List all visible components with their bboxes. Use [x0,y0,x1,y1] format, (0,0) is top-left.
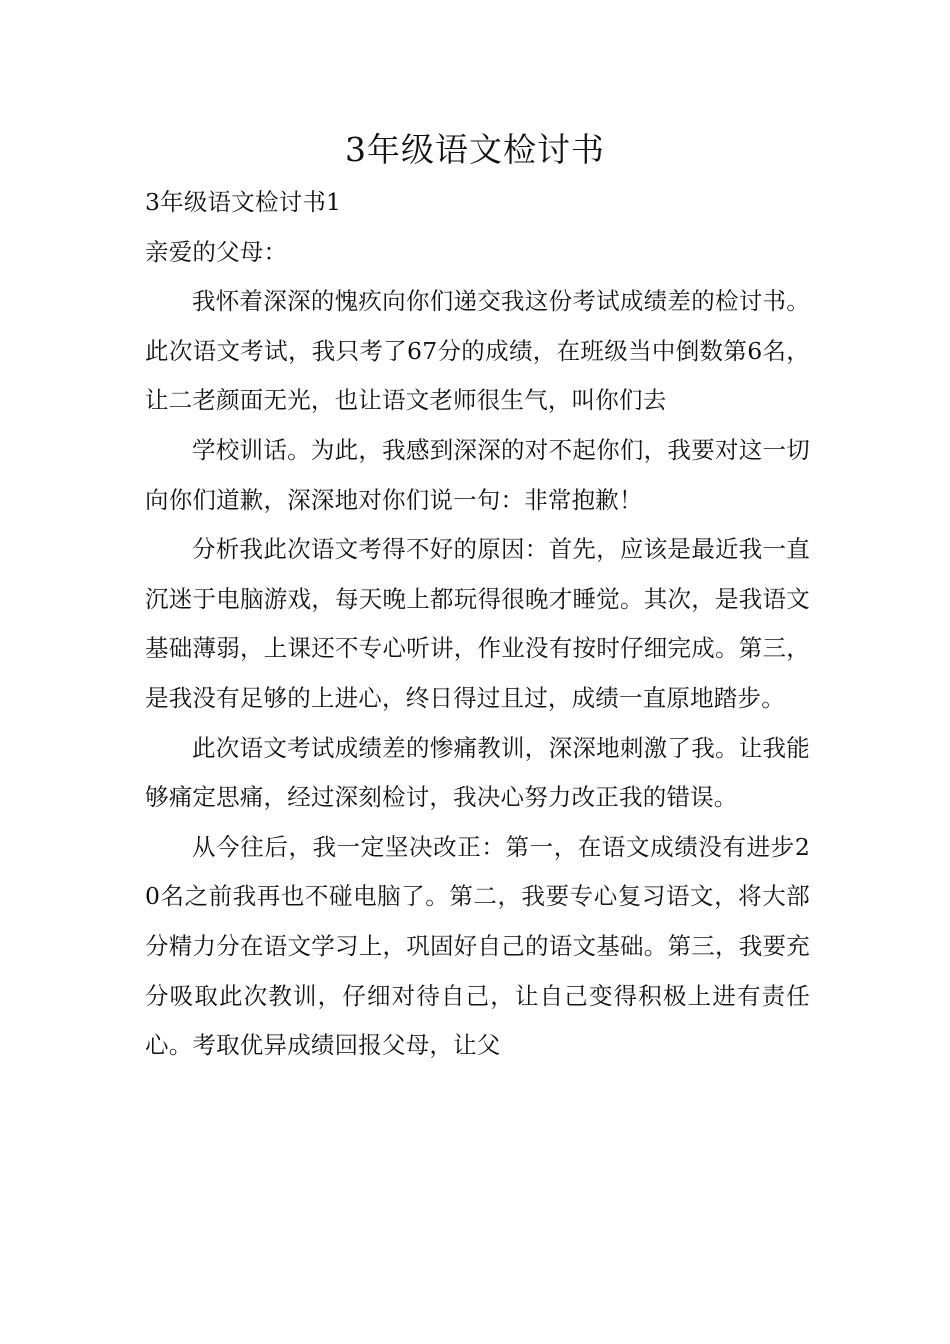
paragraph: 学校训话。为此，我感到深深的对不起你们，我要对这一切向你们道歉，深深地对你们说一句：非常抱歉！ [145,435,810,514]
document-body [145,178,810,1071]
paragraph: 从今往后，我一定坚决改正：第一，在语文成绩没有进步20名之前我再也不碰电脑了。第二，我要专心复习语文，将大部分精力分在语文学习上，巩固好自己的语文基础。第三，我要充分吸取此次教训，仔细对待自己，让自己变得积极上进有责任心。考取优异成绩回报父母，让父 [145,832,810,1060]
document-title: 3年级语文检讨书 [345,130,605,169]
paragraph: 分析我此次语文考得不好的原因：首先，应该是最近我一直沉迷于电脑游戏，每天晚上都玩得很晚才睡觉。其次，是我语文基础薄弱，上课还不专心听讲，作业没有按时仔细完成。第三，是我没有足够的上进心，终日得过且过，成绩一直原地踏步。 [145,535,810,712]
paragraph: 我怀着深深的愧疚向你们递交我这份考试成绩差的检讨书。此次语文考试，我只考了67分的成绩，在班级当中倒数第6名，让二老颜面无光，也让语文老师很生气，叫你们去 [145,287,810,415]
salutation: 亲爱的父母： [145,237,288,266]
section-heading: 3年级语文检讨书1 [145,188,342,216]
paragraph: 此次语文考试成绩差的惨痛教训，深深地刺激了我。让我能够痛定思痛，经过深刻检讨，我决心努力改正我的错误。 [145,733,810,812]
